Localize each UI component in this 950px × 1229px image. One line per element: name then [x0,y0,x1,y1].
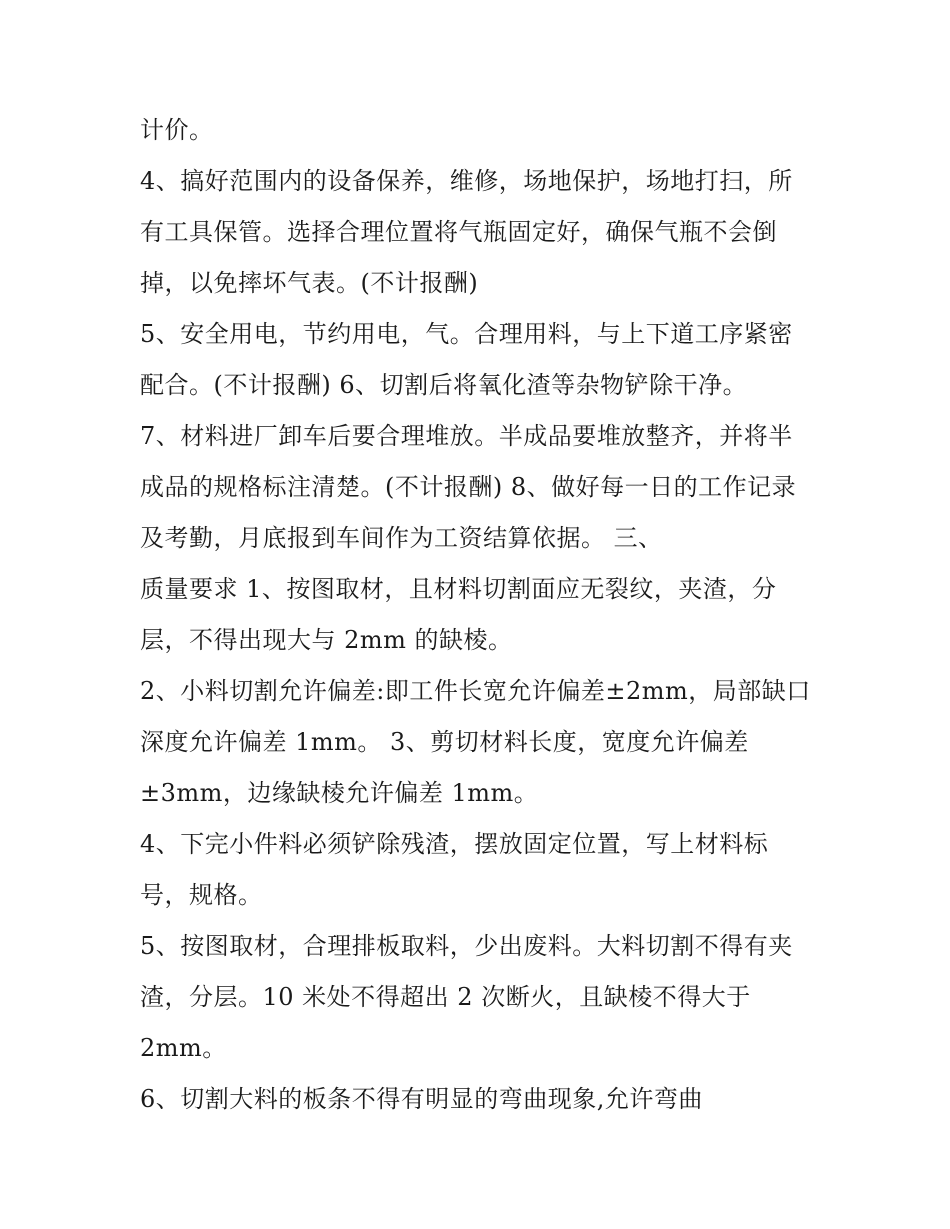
text-line: 质量要求 1、按图取材，且材料切割面应无裂纹，夹渣，分 [140,575,777,603]
text-line: 号，规格。 [140,881,263,909]
text-line: ±3mm，边缘缺棱允许偏差 1mm。 [140,779,539,807]
text-line: 配合。(不计报酬) 6、切割后将氧化渣等杂物铲除干净。 [140,371,748,399]
text-line: 有工具保管。选择合理位置将气瓶固定好，确保气瓶不会倒 [140,218,777,246]
text-line: 5、按图取材，合理排板取料，少出废料。大料切割不得有夹 [140,932,793,960]
text-line: 7、材料进厂卸车后要合理堆放。半成品要堆放整齐，并将半 [140,422,793,450]
text-line: 4、搞好范围内的设备保养，维修，场地保护，场地打扫，所 [140,167,793,195]
text-line: 2mm。 [140,1034,227,1062]
text-line: 深度允许偏差 1mm。 3、剪切材料长度，宽度允许偏差 [140,728,749,756]
text-line: 掉，以免摔坏气表。(不计报酬) [140,269,479,297]
text-line: 计价。 [140,116,214,144]
text-line: 4、下完小件料必须铲除残渣，摆放固定位置，写上材料标 [140,830,769,858]
text-line: 2、小料切割允许偏差:即工件长宽允许偏差±2mm，局部缺口 [140,677,811,705]
text-line: 6、切割大料的板条不得有明显的弯曲现象,允许弯曲 [140,1085,703,1113]
text-line: 及考勤，月底报到车间作为工资结算依据。 三、 [140,524,663,552]
text-line: 渣，分层。10 米处不得超出 2 次断火，且缺棱不得大于 [140,983,751,1011]
document-body [140,105,820,1125]
text-line: 层，不得出现大与 2mm 的缺棱。 [140,626,513,654]
text-line: 成品的规格标注清楚。(不计报酬) 8、做好每一日的工作记录 [140,473,797,501]
text-line: 5、安全用电，节约用电，气。合理用料，与上下道工序紧密 [140,320,793,348]
